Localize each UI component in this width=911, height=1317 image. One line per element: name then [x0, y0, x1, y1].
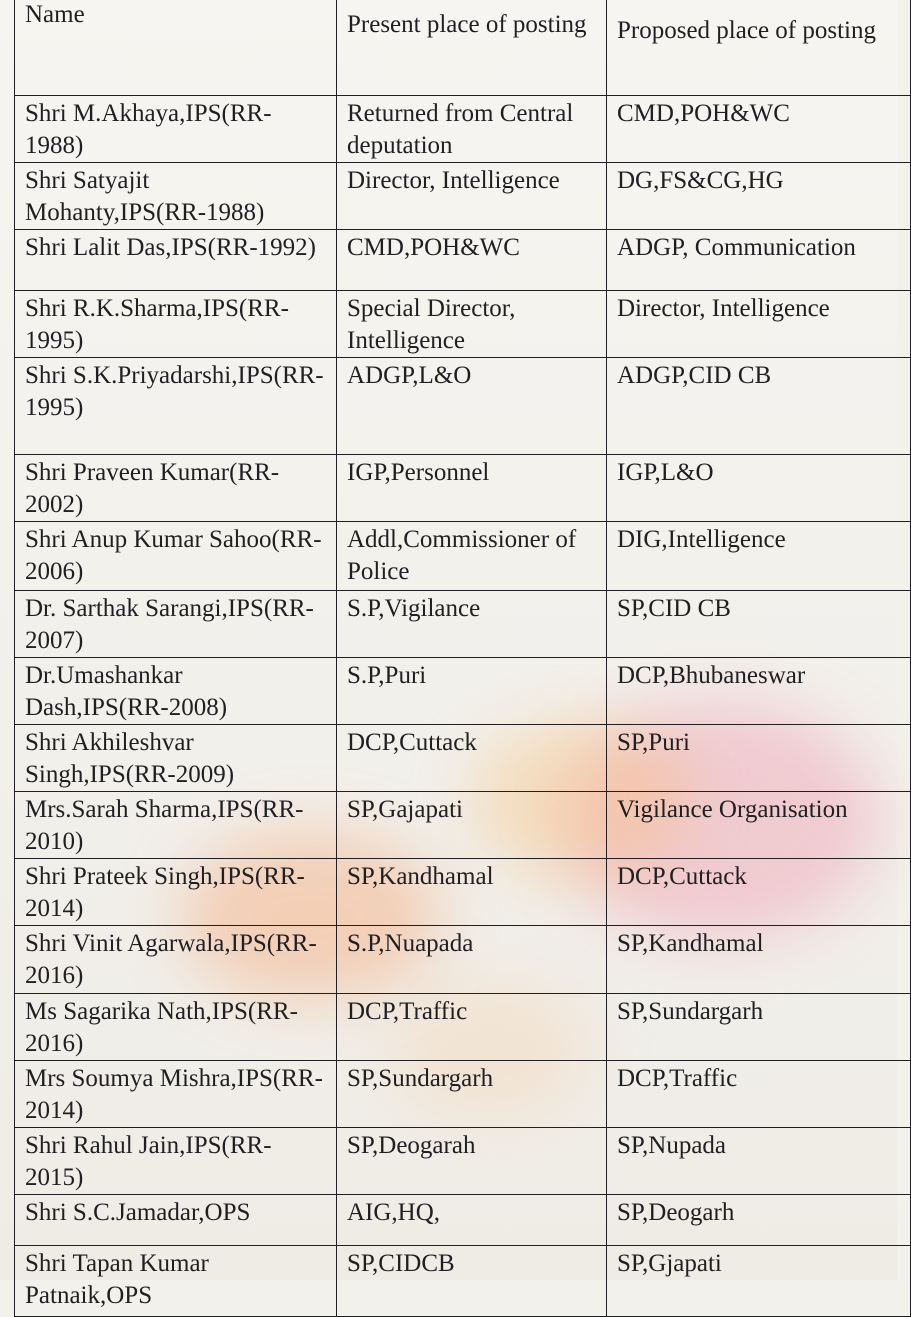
- cell-present-posting: ADGP,L&O: [337, 358, 607, 455]
- cell-present-posting: AIG,HQ,: [337, 1195, 607, 1246]
- cell-proposed-posting: Vigilance Organisation: [607, 792, 911, 859]
- cell-name: Mrs.Sarah Sharma,IPS(RR-2010): [15, 792, 337, 859]
- table-row: [15, 455, 911, 522]
- cell-name: Shri Prateek Singh,IPS(RR-2014): [15, 859, 337, 926]
- cell-name: Dr.Umashankar Dash,IPS(RR-2008): [15, 658, 337, 725]
- cell-present-posting: Addl,Commissioner of Police: [337, 522, 607, 591]
- cell-proposed-posting: DCP,Traffic: [607, 1061, 911, 1128]
- cell-proposed-posting: IGP,L&O: [607, 455, 911, 522]
- table-row: [15, 591, 911, 658]
- table-row: [15, 1246, 911, 1317]
- table-row: [15, 522, 911, 591]
- table-row: [15, 792, 911, 859]
- table-header-row: [15, 0, 911, 96]
- table-row: [15, 1061, 911, 1128]
- cell-proposed-posting: SP,CID CB: [607, 591, 911, 658]
- table-row: [15, 163, 911, 230]
- cell-present-posting: DCP,Traffic: [337, 994, 607, 1061]
- cell-name: Shri Vinit Agarwala,IPS(RR-2016): [15, 926, 337, 994]
- cell-present-posting: Returned from Central deputation: [337, 96, 607, 163]
- cell-proposed-posting: DCP,Cuttack: [607, 859, 911, 926]
- cell-name: Shri S.K.Priyadarshi,IPS(RR-1995): [15, 358, 337, 455]
- cell-present-posting: CMD,POH&WC: [337, 230, 607, 291]
- cell-proposed-posting: SP,Puri: [607, 725, 911, 792]
- table-row: [15, 1128, 911, 1195]
- cell-proposed-posting: SP,Sundargarh: [607, 994, 911, 1061]
- cell-present-posting: IGP,Personnel: [337, 455, 607, 522]
- cell-proposed-posting: ADGP, Communication: [607, 230, 911, 291]
- cell-present-posting: SP,Gajapati: [337, 792, 607, 859]
- table-row: [15, 291, 911, 358]
- cell-name: Shri Anup Kumar Sahoo(RR-2006): [15, 522, 337, 591]
- header-name: Name: [15, 0, 337, 96]
- cell-present-posting: S.P,Nuapada: [337, 926, 607, 994]
- posting-table: [14, 0, 911, 1317]
- cell-proposed-posting: CMD,POH&WC: [607, 96, 911, 163]
- table-row: [15, 230, 911, 291]
- cell-present-posting: SP,Sundargarh: [337, 1061, 607, 1128]
- cell-name: Shri Akhileshvar Singh,IPS(RR-2009): [15, 725, 337, 792]
- cell-proposed-posting: DCP,Bhubaneswar: [607, 658, 911, 725]
- cell-proposed-posting: SP,Kandhamal: [607, 926, 911, 994]
- cell-name: Mrs Soumya Mishra,IPS(RR-2014): [15, 1061, 337, 1128]
- cell-proposed-posting: SP,Nupada: [607, 1128, 911, 1195]
- table-row: [15, 1195, 911, 1246]
- table-row: [15, 994, 911, 1061]
- cell-name: Dr. Sarthak Sarangi,IPS(RR-2007): [15, 591, 337, 658]
- table-row: [15, 926, 911, 994]
- cell-proposed-posting: ADGP,CID CB: [607, 358, 911, 455]
- cell-present-posting: Special Director, Intelligence: [337, 291, 607, 358]
- table-row: [15, 658, 911, 725]
- cell-proposed-posting: DG,FS&CG,HG: [607, 163, 911, 230]
- cell-name: Shri Rahul Jain,IPS(RR-2015): [15, 1128, 337, 1195]
- header-present-posting: Present place of posting: [337, 0, 607, 96]
- cell-present-posting: SP,Kandhamal: [337, 859, 607, 926]
- cell-name: Shri S.C.Jamadar,OPS: [15, 1195, 337, 1246]
- cell-proposed-posting: SP,Deogarh: [607, 1195, 911, 1246]
- cell-present-posting: SP,Deogarah: [337, 1128, 607, 1195]
- cell-name: Shri Satyajit Mohanty,IPS(RR-1988): [15, 163, 337, 230]
- cell-name: Shri Tapan Kumar Patnaik,OPS: [15, 1246, 337, 1317]
- cell-proposed-posting: DIG,Intelligence: [607, 522, 911, 591]
- cell-proposed-posting: SP,Gjapati: [607, 1246, 911, 1317]
- cell-name: Shri Lalit Das,IPS(RR-1992): [15, 230, 337, 291]
- table-row: [15, 725, 911, 792]
- cell-present-posting: SP,CIDCB: [337, 1246, 607, 1317]
- cell-present-posting: S.P,Puri: [337, 658, 607, 725]
- table-row: [15, 96, 911, 163]
- table-row: [15, 358, 911, 455]
- cell-present-posting: DCP,Cuttack: [337, 725, 607, 792]
- cell-name: Shri R.K.Sharma,IPS(RR-1995): [15, 291, 337, 358]
- cell-name: Shri Praveen Kumar(RR-2002): [15, 455, 337, 522]
- header-proposed-posting: Proposed place of posting: [607, 0, 911, 96]
- cell-present-posting: Director, Intelligence: [337, 163, 607, 230]
- table-row: [15, 859, 911, 926]
- cell-name: Shri M.Akhaya,IPS(RR-1988): [15, 96, 337, 163]
- cell-proposed-posting: Director, Intelligence: [607, 291, 911, 358]
- cell-name: Ms Sagarika Nath,IPS(RR-2016): [15, 994, 337, 1061]
- cell-present-posting: S.P,Vigilance: [337, 591, 607, 658]
